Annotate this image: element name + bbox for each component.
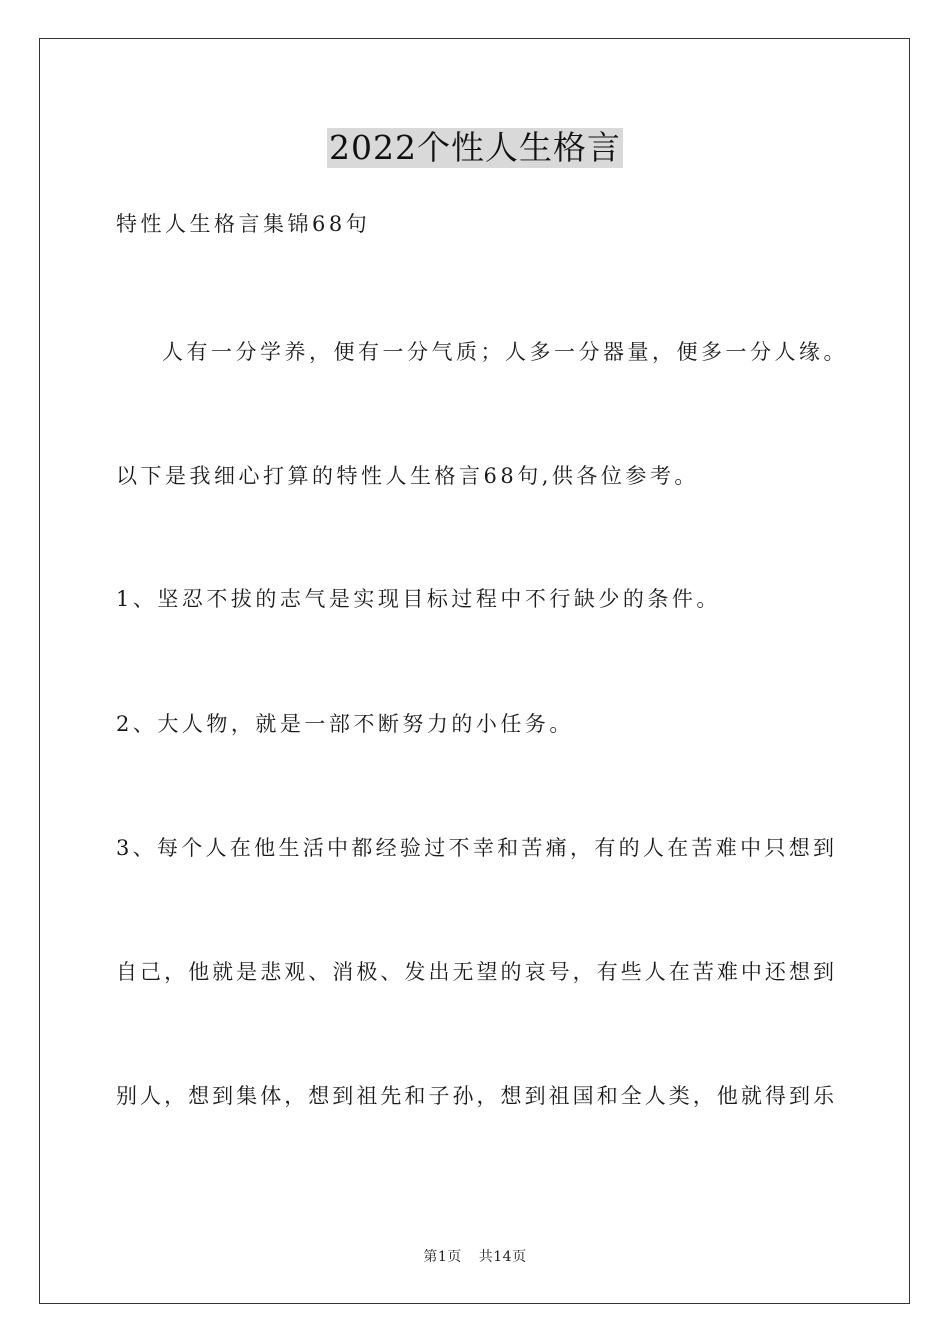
paragraph-intro: 人有一分学养，便有一分气质；人多一分器量，便多一分人缘。 <box>162 340 848 364</box>
quote-item-1: 1、坚忍不拔的志气是实现目标过程中不行缺少的条件。 <box>116 587 721 611</box>
quote-item-2: 2、大人物，就是一部不断努力的小任务。 <box>116 712 574 736</box>
document-title: 2022个性人生格言 <box>329 128 621 167</box>
title-container <box>0 128 950 168</box>
page-number: 第1页 <box>423 1249 462 1265</box>
document-subtitle: 特性人生格言集锦68句 <box>116 212 371 236</box>
page-total: 共14页 <box>478 1249 527 1265</box>
quote-item-3-line-1: 3、每个人在他生活中都经验过不幸和苦痛，有的人在苦难中只想到 <box>116 836 834 860</box>
page-footer <box>0 1248 950 1266</box>
quote-item-3-line-3: 别人，想到集体，想到祖先和子孙，想到祖国和全人类，他就得到乐 <box>116 1084 834 1108</box>
paragraph-preface: 以下是我细心打算的特性人生格言68句,供各位参考。 <box>116 464 699 488</box>
quote-item-3-line-2: 自己，他就是悲观、消极、发出无望的哀号，有些人在苦难中还想到 <box>116 960 834 984</box>
